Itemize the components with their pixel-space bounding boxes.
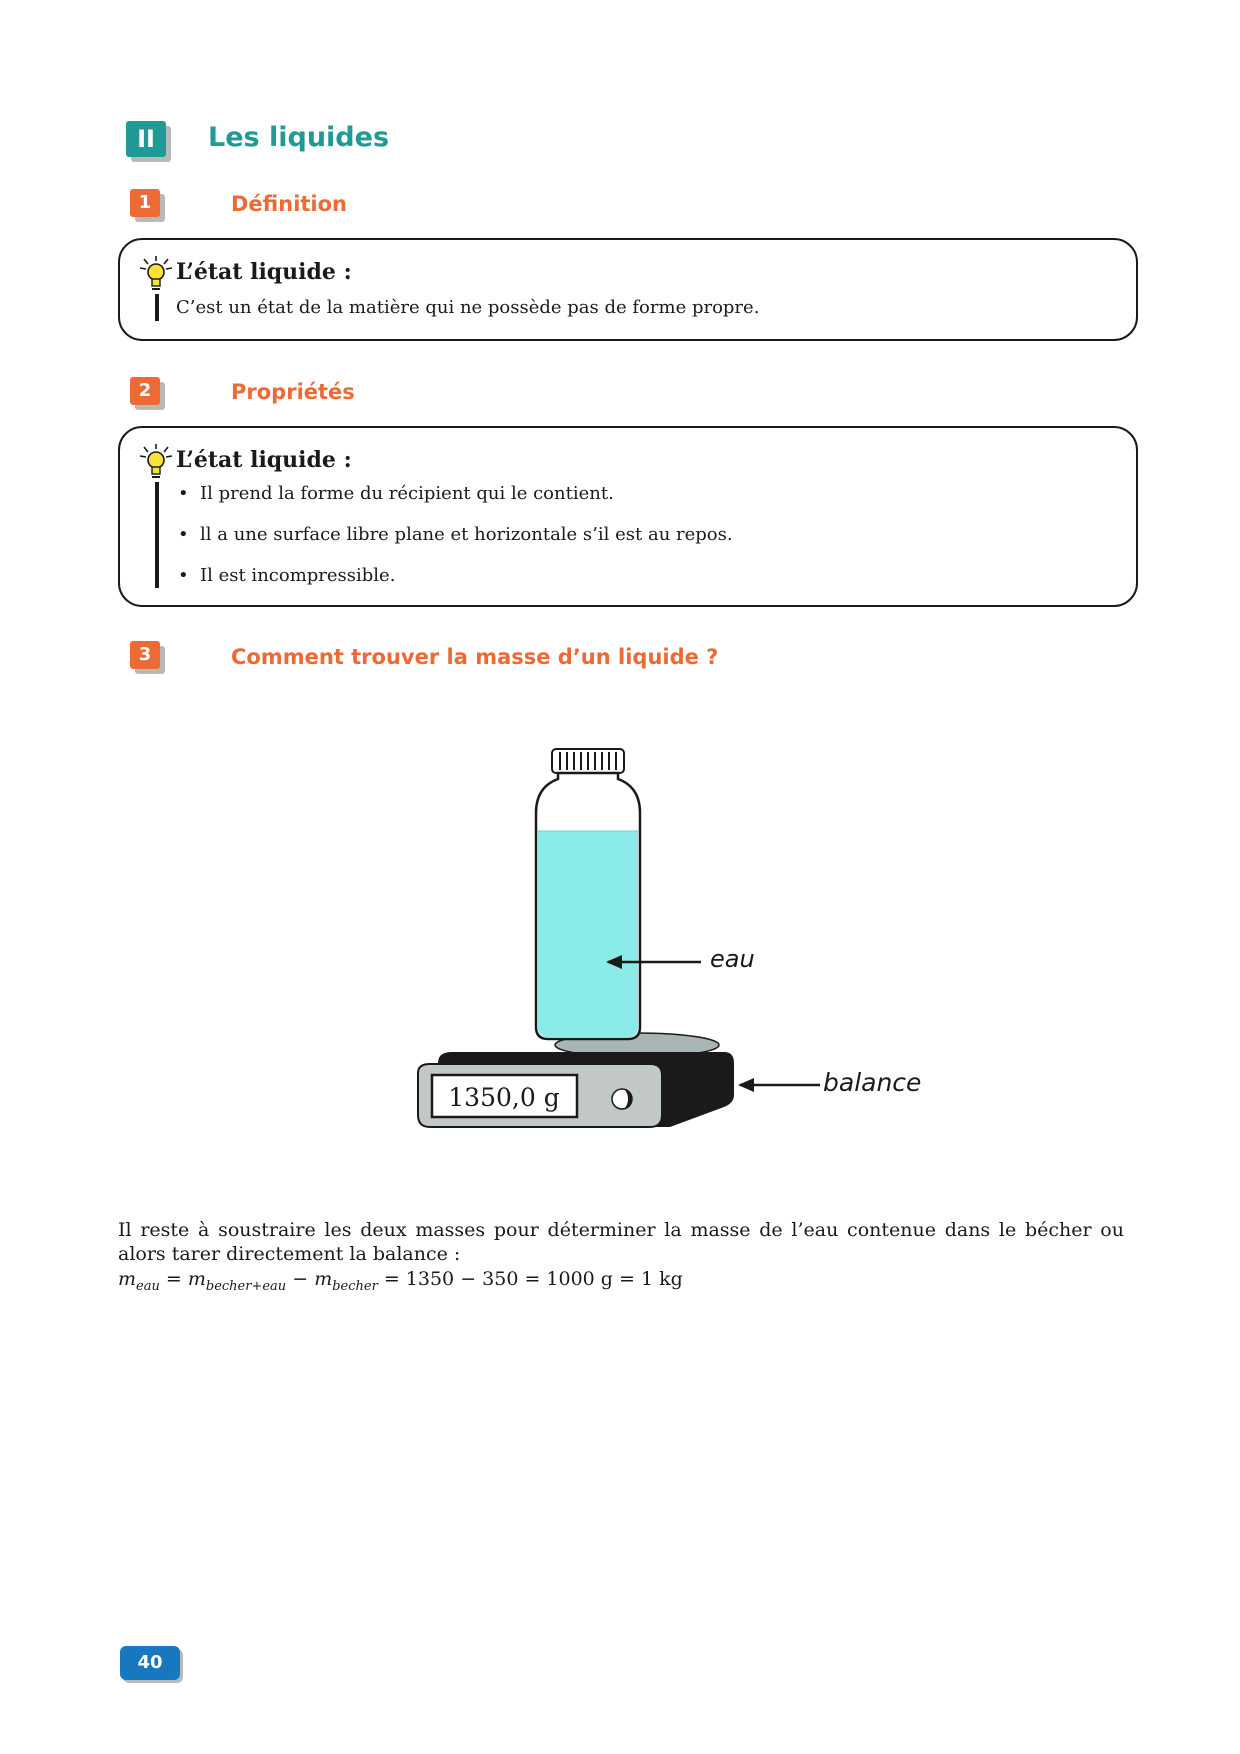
mass-number-badge: 3 [130,641,160,669]
water-label: eau [710,945,755,973]
formula-subscript: eau [136,1278,160,1294]
formula-symbol: m [187,1268,206,1290]
properties-bullet: • Il est incompressible. [200,565,395,586]
definition-box-text: C’est un état de la matière qui ne possède pas de forme propre. [176,297,760,318]
section-title: Les liquides [208,122,390,153]
mass-formula [118,1268,683,1294]
definition-title: Définition [231,192,348,216]
properties-box-heading: L’état liquide : [176,447,352,473]
section-number-badge: II [126,121,166,157]
formula-operator: − [286,1268,315,1290]
page-number: 40 [120,1646,180,1680]
properties-title: Propriétés [231,380,355,404]
definition-box-rule [155,294,159,321]
formula-subscript: becher+eau [205,1278,287,1294]
properties-number-badge: 2 [130,377,160,405]
formula-subscript: becher [332,1278,378,1294]
scale-display-value: 1350,0 g [448,1083,560,1112]
formula-operator: = [159,1268,188,1290]
formula-symbol: m [118,1268,137,1290]
definition-box [118,238,1138,341]
formula-result: = 1350 − 350 = 1000 g = 1 kg [377,1268,683,1290]
formula-symbol: m [314,1268,333,1290]
properties-bullet: • ll a une surface libre plane et horizontale s’il est au repos. [200,524,733,545]
bottle-on-scale-illustration [400,735,940,1135]
definition-box-heading: L’état liquide : [176,259,352,285]
scale-label: balance [823,1068,922,1097]
properties-box-rule [155,482,159,588]
lightbulb-icon [136,256,176,292]
definition-number-badge: 1 [130,189,160,217]
water [538,831,638,1037]
lightbulb-icon [136,444,176,480]
mass-paragraph: Il reste à soustraire les deux masses pour déterminer la masse de l’eau contenue dans le bécher ou alors tarer directement la balance : [118,1219,1124,1265]
properties-bullet: • Il prend la forme du récipient qui le contient. [200,483,614,504]
mass-title: Comment trouver la masse d’un liquide ? [231,645,719,669]
